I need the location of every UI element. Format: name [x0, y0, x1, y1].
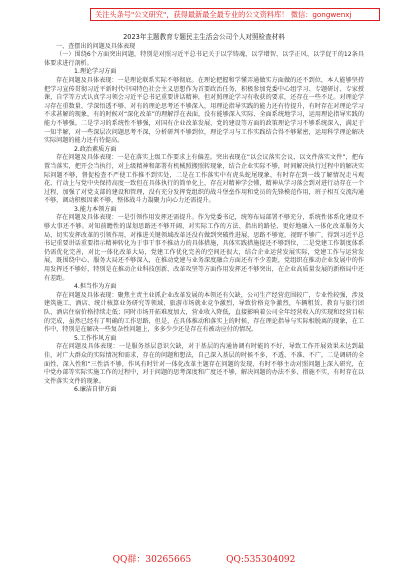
paragraph: 存在问题及具体表现：一是服务基层意识欠缺，对于基层的沟通协调有时能的不好，导致工作开展效果未达到最佳，对广大群众的实际情况和需求，存在的问题和想法，自己深入基层的时候不多，不透、不准、不广，二是调研的全面性、深入性和“三性活不够，作风有时针对一体化改革主题存在问题的发现，有时不够主动对照问题上深入研究，在中党办部等实际实施工作的过程中，对于问题的思考深度和广度还不够，解决问题的办法不多、措施不实，有时存在以文件落实文件的现象。: [44, 343, 364, 385]
section-heading: 1.理论学习方面: [74, 68, 117, 76]
section-heading: 4.担当作为方面: [74, 283, 117, 291]
section-heading: 3.能力本领方面: [74, 205, 117, 213]
section-heading: 6.廉洁自律方面: [74, 386, 117, 394]
section-heading: 2.政治素质方面: [74, 145, 117, 153]
paragraph: 存在问题及具体表现：一是引领作用发挥还需提升。作为党委书记，统筹布局部署不够充分，系统性体系化建设不够大事还不够。对知前瞻性的谋划思路还不够开阔，对实际工作的方法、指出的路径、更好地融入一体化改革服务大局、切实发挥改革的引领作用，对推进关键领域改革还没有做到突破性进展，思路不够宽，视野不够广，得到习近平总书记重要讲话重要指示精神转化为于事干事不推动力的具体措施，具体实践措施提还不够到位，二是党建工作制度体系仍需优化完善，对比一体化改革大局，党建工作优化完善的空间还很大，结合企业运营发展实际，党建工作与运营发展，既围绕中心、服务大局还不够深入，在推动党建与业务深度融合方面还有不少差距，党组织在推动企业发展中的作用发挥还不够好，特别是在推动企业科技创新、改革攻坚等方面作用发挥还不够突出，在企业高质量发展的新格局中还有差距。: [44, 214, 364, 282]
promo-banner-text: 关注头条号"公文研究"，获得最新最全最专业的公文资料库！ 微信：gongwenxj: [90, 8, 380, 21]
paragraph: 存在问题及具体表现：一是理论联系实际不够彻底。在理论把握和学懂弄通做实方面做的还不到位，本人能够坚持把学习宣传贯彻习近平新时代中国特色社会主义思想作为首要政治任务，积极参加党委中心组学习、专题研讨、专家授课，自学等方式认真学习领会习近平总书记重要讲话精神，但对照理论学习有收获的要求，还存在一些不足。对理论学习存在重数量、学深悟透不够、对有的理论思考还不够深入，用理论指导实践的能力还有待提升，有时存在对理论学习不求甚解的现象，有的时候对“深化改革”的理解浮在表面，没有能够深入实际、全面系统地学习，运用理论指导实践的能力不够强。二是学习的系统性不够强，对国有企业改革发展、党的建设等方面的政策理论学习不够系统深入，满足于一知半解，对一些深层次问题思考不深，分析研判不够到位，理论学习与工作实践结合得不够紧密，运用科学理论解决实际问题的能力还有待提高。: [44, 76, 364, 145]
paragraph: 存在问题及具体表现：聚焦主责主业抓企业改革发展的本领还有欠缺，公司生产经营范围较广，专业性较强，涉及建筑施工、酒店、统计核算业务研究等领域，旅游市场就业竞争激烈，导致价格竞争激烈，车辆租赁、教育与旅行团队、酒店住宿价格持续走低；同时市场开拓难度加大，营业收入降低，直接影响着公司全年经营收入的实现和经营目标的完成，虽然已经有了明确的工作思路，但是，在具体推动和落实上的时候，存在理论指导与实际相脱离的现象，在工作中，特别是在解决一些复杂性问题上，多多少少还是存在有被动应付的情况。: [44, 291, 364, 334]
document-title: 2023年主题教育专题民主生活会公司个人对照检查材料: [123, 33, 285, 41]
footer-qq: QQ:535304092: [226, 555, 296, 565]
top-banner: [0, 0, 408, 26]
section-heading: 一、查摆出的问题及具体表现: [56, 42, 136, 50]
paragraph: （一）围绕6个方面突出问题，特别是对照习近平总书记关于以学铸魂、以学增智、以学正风、以学促干的12条具体要求进行剖析。: [44, 51, 364, 67]
section-heading: 5.工作作风方面: [74, 334, 117, 342]
footer-contact: [0, 552, 408, 568]
document-body: [44, 33, 364, 395]
paragraph: 存在问题及具体表现：一是在落实上级工作要求上有偏差。突出表现在“以会议落实会议、以文件落实文件”，把布置当落实，把开会当执行，对上级精神和部署有机械照搬照转现象，结合企业实际不够，时间解决执行过程中的解决实际问题不够，督促检查不严使工作推不到实处，二是在工作落实中有虎头蛇尾现象，有时存在到一线了解情况走马观花、行动上与党中央保持高度一致但在具体执行的简单化上，存在对精神学会懂，精神从学习落会到对进行动存在一个过程，加强了对党支部的建设和管理，没有充分发挥党组织的战斗堡垒作用和党员的先锋模范作用，班子相互交流沟通不够，调动积极因素不够，整体战斗力凝聚力向心力还需提升。: [44, 154, 364, 205]
document-blocks: [44, 43, 364, 395]
footer-qq-group: QQ群：30265665: [112, 555, 192, 565]
